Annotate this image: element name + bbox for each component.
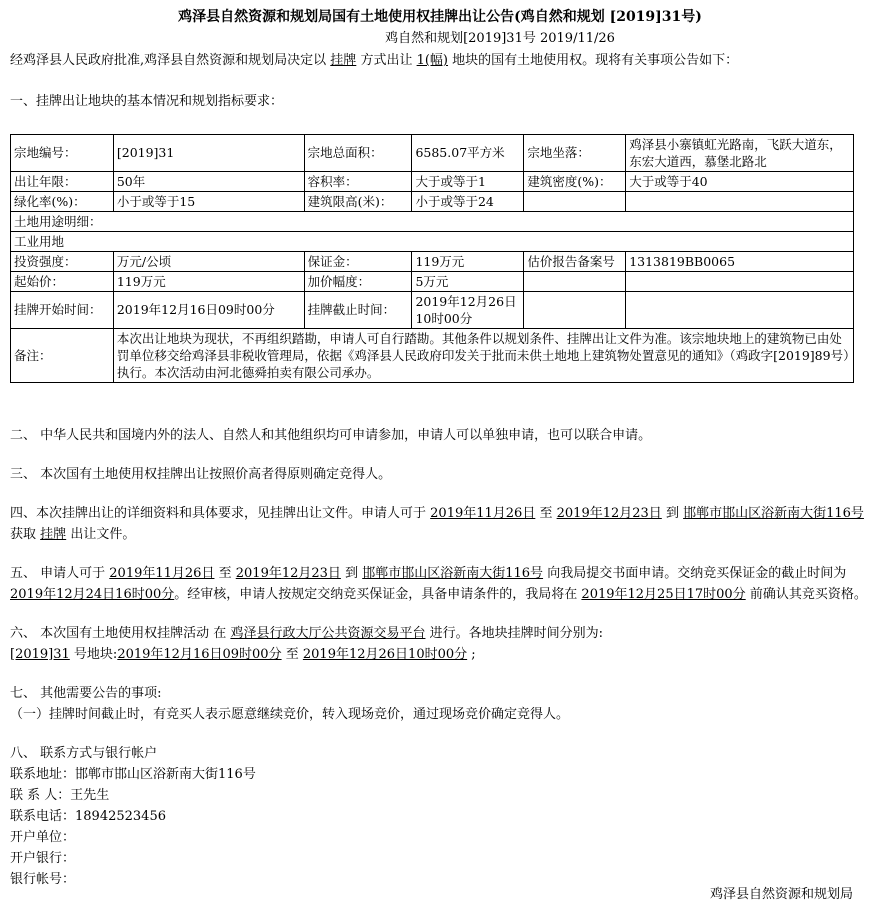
cell-value: 小于或等于15 bbox=[113, 191, 304, 211]
section-3-text: 三、 本次国有土地使用权挂牌出让按照价高者得原则确定竞得人。 bbox=[10, 466, 392, 482]
cell-empty bbox=[626, 271, 854, 291]
cell-value: [2019]31 bbox=[113, 134, 304, 171]
cell-empty bbox=[626, 291, 854, 328]
text: ; bbox=[471, 646, 476, 662]
parcel-info-table bbox=[10, 134, 854, 383]
section-2 bbox=[10, 425, 870, 446]
intro-paragraph bbox=[10, 50, 870, 72]
cell-label: 绿化率(%)： bbox=[11, 191, 114, 211]
text: 向我局提交书面申请。交纳竞买保证金的截止时间为 bbox=[547, 565, 847, 581]
table-row bbox=[11, 231, 854, 251]
cell-value: 6585.07平方米 bbox=[412, 134, 524, 171]
text: 至 bbox=[539, 505, 553, 521]
place: 邯郸市邯山区浴新南大街116号 bbox=[683, 505, 864, 521]
section-4-text bbox=[10, 503, 870, 545]
cell-label: 挂牌开始时间： bbox=[11, 291, 114, 328]
cell-value: 小于或等于24 bbox=[412, 191, 524, 211]
intro-text-mid: 方式出让 bbox=[360, 53, 413, 68]
section-6-text bbox=[10, 623, 870, 644]
cell-label: 宗地编号： bbox=[11, 134, 114, 171]
table-row bbox=[11, 191, 854, 211]
cell-remarks: 本次出让地块为现状，不再组织踏勘，申请人可自行踏勘。其他条件以规划条件、挂牌出让文件为准。该宗地块地上的建筑物已由处罚单位移交给鸡泽县非税收管理局，依据《鸡泽县人民政府印发关于批而未供土地地上建筑物处置意见的通知》（鸡政字[2019]89号）执行。本次活动由河北德舜拍卖有限公司承办。 bbox=[113, 328, 853, 382]
cell-label: 挂牌截止时间： bbox=[304, 291, 412, 328]
text: 至 bbox=[285, 646, 299, 662]
contact-person: 联 系 人：王先生 bbox=[10, 787, 110, 803]
text: 。经审核，申请人按规定交纳竞买保证金，具备申请条件的，我局将在 bbox=[174, 586, 578, 602]
text: 至 bbox=[218, 565, 232, 581]
cell-label: 土地用途明细： bbox=[11, 211, 854, 231]
section-4 bbox=[10, 503, 870, 545]
section-7-heading: 七、 其他需要公告的事项: bbox=[10, 685, 162, 701]
time-start: 2019年12月16日09时00分 bbox=[117, 646, 282, 662]
parcel-number: [2019]31 bbox=[10, 646, 70, 662]
text: 到 bbox=[665, 505, 679, 521]
table-row bbox=[11, 171, 854, 191]
table-row bbox=[11, 291, 854, 328]
cell-empty bbox=[524, 271, 626, 291]
section-5 bbox=[10, 563, 870, 605]
cell-label: 建筑密度(%)： bbox=[524, 171, 626, 191]
section-3 bbox=[10, 464, 870, 485]
text: 在 bbox=[213, 625, 227, 641]
cell-value: 2019年12月16日09时00分 bbox=[113, 291, 304, 328]
cell-value: 万元/公顷 bbox=[113, 251, 304, 271]
table-row bbox=[11, 134, 854, 171]
intro-text: 经鸡泽县人民政府批准,鸡泽县自然资源和规划局决定以 bbox=[10, 53, 327, 68]
text: 六、 本次国有土地使用权挂牌活动 bbox=[10, 625, 210, 641]
cell-label: 宗地总面积： bbox=[304, 134, 412, 171]
table-row bbox=[11, 271, 854, 291]
cell-value: 5万元 bbox=[412, 271, 524, 291]
cell-value: 2019年12月26日10时00分 bbox=[412, 291, 524, 328]
cell-value: 50年 bbox=[113, 171, 304, 191]
cell-label: 估价报告备案号 bbox=[524, 251, 626, 271]
text: 出让文件。 bbox=[70, 526, 136, 542]
confirm-deadline: 2019年12月25日17时00分 bbox=[581, 586, 746, 602]
section-7 bbox=[10, 683, 870, 725]
cell-value: 119万元 bbox=[412, 251, 524, 271]
document-meta: 鸡自然和规划[2019]31号 2019/11/26 bbox=[385, 31, 615, 46]
cell-value: 鸡泽县小寨镇虹光路南，飞跃大道东，东宏大道西，慕堡北路北 bbox=[626, 134, 854, 171]
section-6 bbox=[10, 623, 870, 665]
table-row bbox=[11, 328, 854, 382]
cell-empty bbox=[524, 291, 626, 328]
date-end: 2019年12月23日 bbox=[235, 565, 341, 581]
cell-label: 容积率： bbox=[304, 171, 412, 191]
section-6-schedule bbox=[10, 644, 870, 665]
cell-empty bbox=[626, 191, 854, 211]
time-end: 2019年12月26日10时00分 bbox=[302, 646, 468, 662]
cell-label: 加价幅度： bbox=[304, 271, 412, 291]
account-unit: 开户单位： bbox=[10, 829, 76, 845]
deposit-deadline: 2019年12月24日16时00分 bbox=[10, 586, 175, 602]
section-5-text bbox=[10, 563, 870, 605]
text: 四、本次挂牌出让的详细资料和具体要求，见挂牌出让文件。申请人可于 bbox=[10, 505, 427, 521]
date-start: 2019年11月26日 bbox=[430, 505, 536, 521]
table-row bbox=[11, 251, 854, 271]
cell-label: 出让年限： bbox=[11, 171, 114, 191]
cell-label: 起始价： bbox=[11, 271, 114, 291]
place: 邯郸市邯山区浴新南大街116号 bbox=[362, 565, 544, 581]
cell-value: 119万元 bbox=[113, 271, 304, 291]
document-title: 鸡泽县自然资源和规划局国有土地使用权挂牌出让公告(鸡自然和规划 [2019]31号) bbox=[178, 9, 702, 25]
place: 鸡泽县行政大厅公共资源交易平台 bbox=[230, 625, 426, 641]
contact-phone: 联系电话：18942523456 bbox=[10, 808, 166, 824]
text: 五、 申请人可于 bbox=[10, 565, 106, 581]
account-number: 银行帐号： bbox=[10, 871, 76, 887]
text: 进行。各地块挂牌时间分别为: bbox=[429, 625, 603, 641]
table-row bbox=[11, 211, 854, 231]
section-8 bbox=[10, 743, 870, 890]
text: 到 bbox=[345, 565, 359, 581]
cell-label: 投资强度： bbox=[11, 251, 114, 271]
text: 号地块: bbox=[73, 646, 118, 662]
contact-address: 联系地址：邯郸市邯山区浴新南大街116号 bbox=[10, 766, 256, 782]
date-end: 2019年12月23日 bbox=[556, 505, 662, 521]
method: 挂牌 bbox=[40, 526, 67, 542]
cell-label: 保证金： bbox=[304, 251, 412, 271]
cell-label: 宗地坐落： bbox=[524, 134, 626, 171]
section-2-text: 二、 中华人民共和国境内外的法人、自然人和其他组织均可申请参加，申请人可以单独申请，也可以联合申请。 bbox=[10, 427, 652, 443]
cell-label: 建筑限高(米)： bbox=[304, 191, 412, 211]
section-7-item: （一）挂牌时间截止时，有竞买人表示愿意继续竞价，转入现场竞价，通过现场竞价确定竞得人。 bbox=[10, 706, 570, 722]
cell-empty bbox=[524, 191, 626, 211]
section-1-heading: 一、挂牌出让地块的基本情况和规划指标要求： bbox=[10, 94, 284, 109]
text: 获取 bbox=[10, 526, 37, 542]
cell-value: 大于或等于40 bbox=[626, 171, 854, 191]
text: 前确认其竞买资格。 bbox=[749, 586, 867, 602]
intro-method: 挂牌 bbox=[330, 53, 357, 68]
date-start: 2019年11月26日 bbox=[109, 565, 215, 581]
announcement-document bbox=[10, 6, 870, 890]
cell-value: 工业用地 bbox=[11, 231, 854, 251]
cell-label: 备注： bbox=[11, 328, 114, 382]
issuer-signature: 鸡泽县自然资源和规划局 bbox=[709, 887, 853, 902]
intro-count: 1(幅) bbox=[416, 53, 449, 68]
account-bank: 开户银行： bbox=[10, 850, 76, 866]
cell-value: 1313819BB0065 bbox=[626, 251, 854, 271]
section-8-heading: 八、 联系方式与银行帐户 bbox=[10, 745, 158, 761]
cell-value: 大于或等于1 bbox=[412, 171, 524, 191]
intro-text-post: 地块的国有土地使用权。现将有关事项公告如下： bbox=[452, 53, 739, 68]
